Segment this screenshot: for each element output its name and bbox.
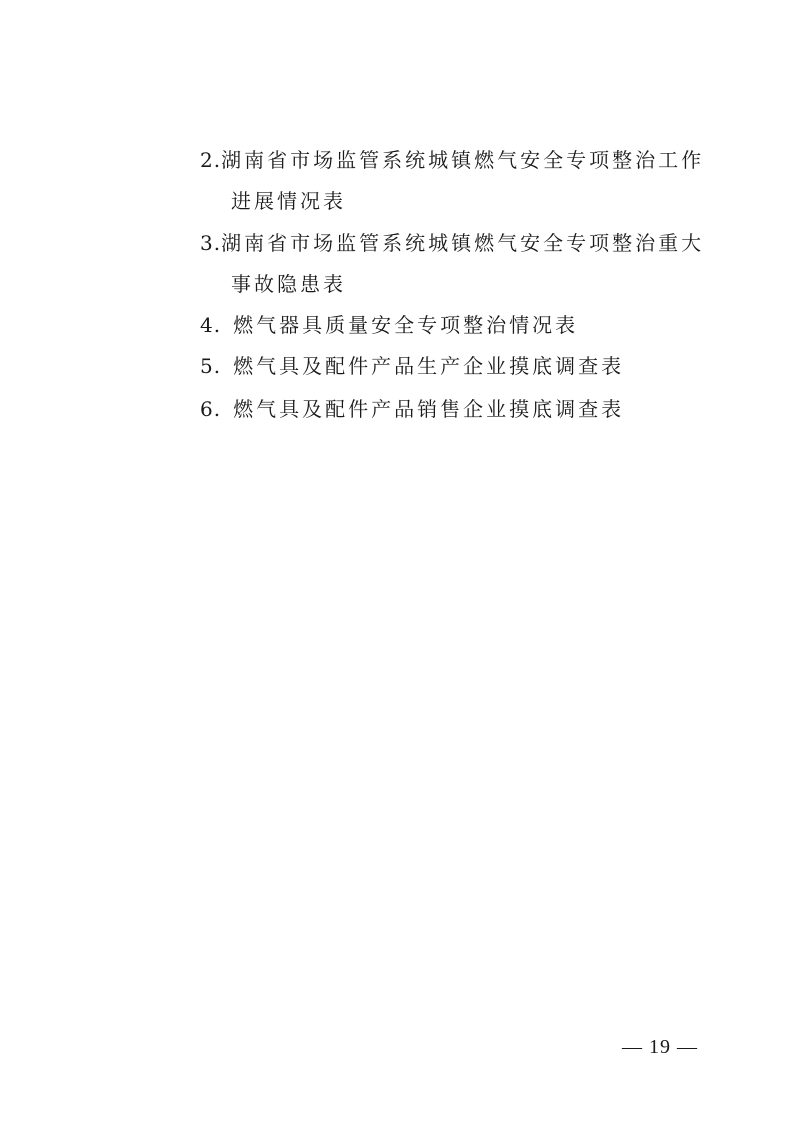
list-item-title-continued: 进展情况表 (231, 189, 346, 213)
page-number: — 19 — (622, 1036, 698, 1058)
list-item (200, 397, 624, 421)
list-item-continuation (231, 272, 346, 296)
list-item (200, 313, 578, 337)
list-item (200, 354, 624, 378)
list-item-number: 2. (200, 148, 222, 172)
list-item-number: 5. (200, 354, 222, 378)
list-item-title-continued: 事故隐患表 (231, 272, 346, 296)
list-item-number: 6. (200, 397, 222, 421)
list-item-title: 湖南省市场监管系统城镇燃气安全专项整治工作 (221, 148, 705, 172)
list-item-continuation (231, 189, 346, 213)
list-item-title: 燃气具及配件产品销售企业摸底调查表 (233, 397, 625, 421)
list-item-title: 燃气器具质量安全专项整治情况表 (233, 313, 579, 337)
list-item-number: 4. (200, 313, 222, 337)
list-item (200, 148, 704, 172)
list-item-number: 3. (200, 231, 222, 255)
list-item (200, 231, 704, 255)
list-item-title: 湖南省市场监管系统城镇燃气安全专项整治重大 (221, 231, 705, 255)
list-item-title: 燃气具及配件产品生产企业摸底调查表 (233, 354, 625, 378)
